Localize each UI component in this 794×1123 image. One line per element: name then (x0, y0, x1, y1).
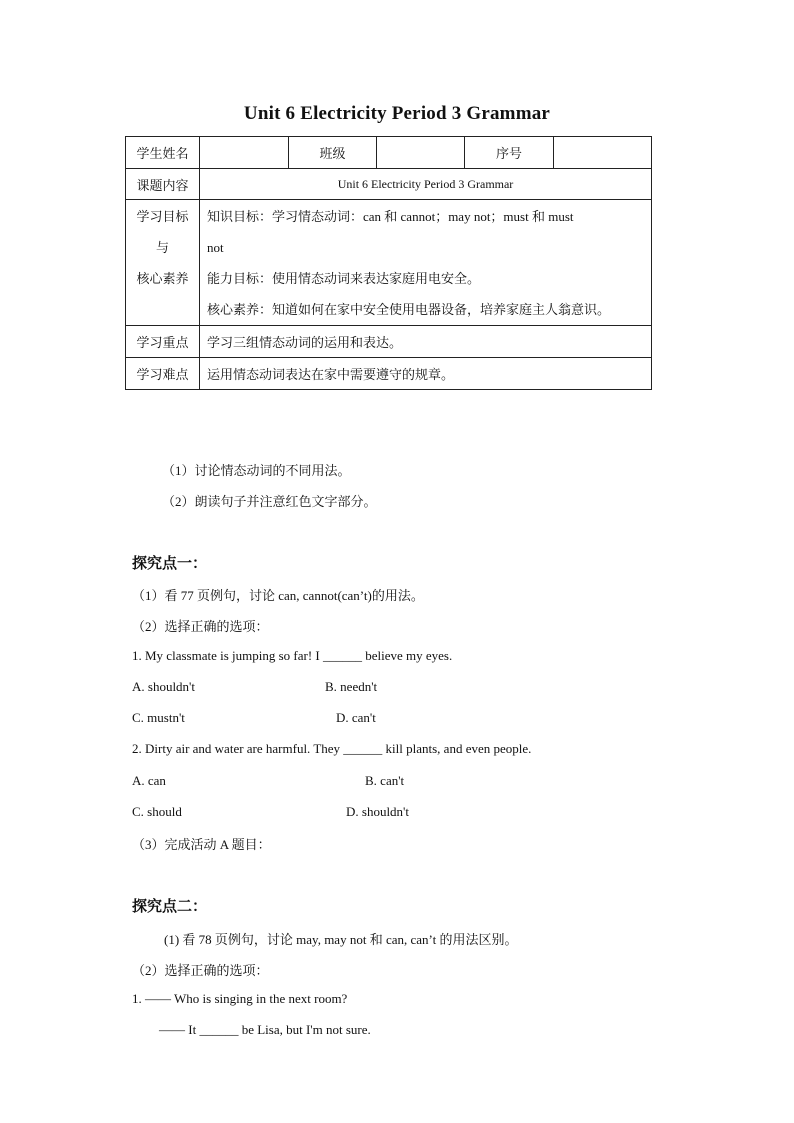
section-2-question-1: 1. —— Who is singing in the next room? (132, 991, 348, 1006)
number-label: 序号 (465, 137, 554, 169)
section-1-task-3: （3）完成活动 A 题目： (132, 837, 271, 852)
intro-step-2: （2）朗读句子并注意红色文字部分。 (162, 494, 377, 509)
table-row (126, 200, 652, 326)
section-1-task-1: （1）看 77 页例句，讨论 can, cannot(can’t)的用法。 (132, 588, 424, 603)
difficult-point-value: 运用情态动词表达在家中需要遵守的规章。 (200, 358, 652, 390)
question-1-option-c: C. mustn't (132, 710, 185, 725)
difficult-point-label: 学习难点 (126, 358, 200, 390)
class-label: 班级 (289, 137, 377, 169)
question-2-option-b: B. can't (365, 773, 405, 788)
question-1-option-d: D. can't (336, 710, 376, 725)
table-row (126, 169, 652, 200)
table-row (126, 137, 652, 169)
goals-label-line: 与 (155, 239, 169, 255)
section-2-question-1-reply: —— It ______ be Lisa, but I'm not sure. (159, 1022, 371, 1037)
question-2-option-c: C. should (132, 804, 182, 819)
question-1: 1. My classmate is jumping so far! I ______ believe my eyes. (132, 648, 453, 663)
goals-label-line: 学习目标 (136, 208, 189, 224)
topic-label: 课题内容 (126, 169, 200, 200)
question-1-option-a: A. shouldn't (132, 679, 196, 694)
goals-label-line: 核心素养 (136, 270, 189, 286)
number-cell[interactable] (554, 137, 652, 169)
section-2-task-2: （2）选择正确的选项： (132, 963, 269, 978)
lesson-info-table (125, 136, 652, 390)
key-point-label: 学习重点 (126, 326, 200, 358)
section-1-task-2: （2）选择正确的选项： (132, 619, 269, 634)
table-row (126, 326, 652, 358)
ability-goal: 能力目标：使用情态动词来表达家庭用电安全。 (207, 270, 481, 286)
class-cell[interactable] (377, 137, 465, 169)
core-literacy-goal: 核心素养：知道如何在家中安全使用电器设备，培养家庭主人翁意识。 (207, 301, 611, 317)
goals-label (126, 200, 200, 326)
goals-content (200, 200, 652, 326)
knowledge-goal: 知识目标：学习情态动词：can 和 cannot；may not；must 和 must (207, 208, 574, 224)
page-title: Unit 6 Electricity Period 3 Grammar (243, 103, 551, 124)
section-1-heading: 探究点一： (132, 556, 208, 572)
knowledge-goal-cont: not (207, 239, 224, 255)
section-2-task-1: (1) 看 78 页例句，讨论 may, may not 和 can, can’t 的用法区别。 (164, 932, 518, 947)
intro-step-1: （1）讨论情态动词的不同用法。 (162, 463, 351, 478)
topic-value: Unit 6 Electricity Period 3 Grammar (200, 169, 652, 200)
question-2: 2. Dirty air and water are harmful. They ______ kill plants, and even people. (132, 741, 532, 756)
section-2-heading: 探究点二： (132, 899, 208, 915)
question-2-option-a: A. can (132, 773, 166, 788)
student-name-cell[interactable] (200, 137, 289, 169)
student-name-label: 学生姓名 (126, 137, 200, 169)
question-2-option-d: D. shouldn't (346, 804, 410, 819)
question-1-option-b: B. needn't (325, 679, 378, 694)
key-point-value: 学习三组情态动词的运用和表达。 (200, 326, 652, 358)
table-row (126, 358, 652, 390)
